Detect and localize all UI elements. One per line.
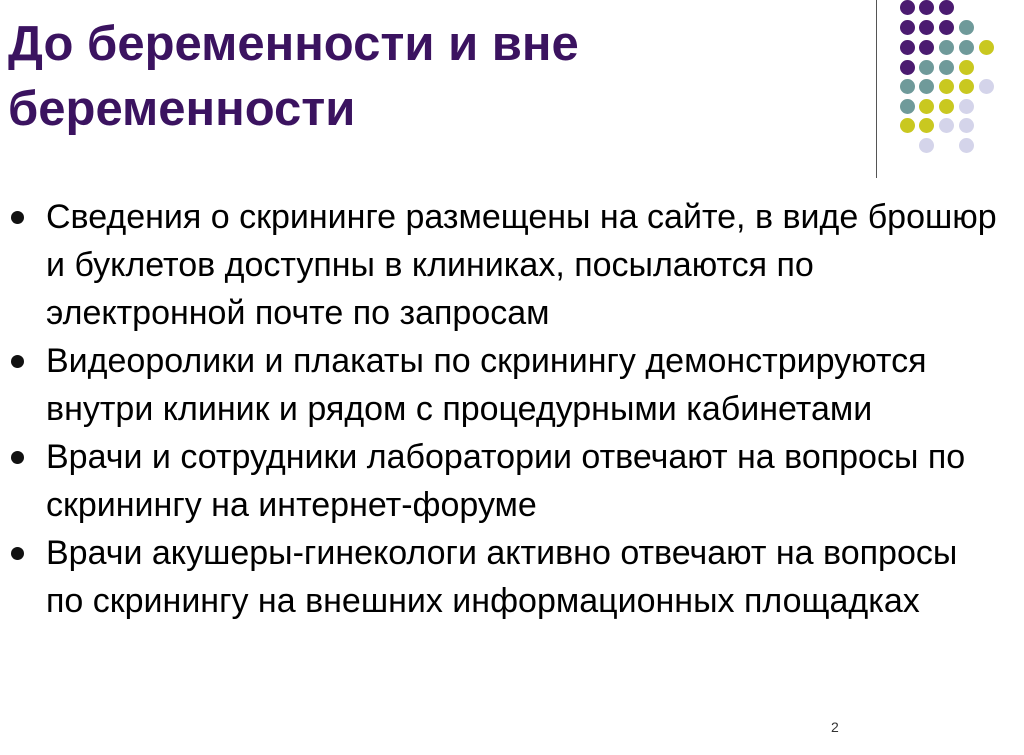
decorative-dot [959, 40, 974, 55]
decorative-dot [939, 40, 954, 55]
decorative-dot [919, 20, 934, 35]
decorative-dot [939, 99, 954, 114]
bullet-item [0, 337, 1000, 433]
decorative-dot [979, 79, 994, 94]
decorative-dot [919, 79, 934, 94]
bullet-item [0, 529, 1000, 625]
decorative-dot [939, 60, 954, 75]
decorative-dot [900, 60, 915, 75]
decorative-dot [959, 99, 974, 114]
bullet-icon [11, 451, 24, 464]
decorative-dot [900, 99, 915, 114]
bullet-icon [11, 355, 24, 368]
decorative-dot [959, 20, 974, 35]
decorative-dot [939, 0, 954, 15]
decorative-dot [939, 118, 954, 133]
decorative-dot [900, 0, 915, 15]
bullet-text: Сведения о скрининге размещены на сайте, в виде брошюр и буклетов доступны в клиниках, посылаются по электронной почте по запросам [46, 198, 997, 332]
decorative-dot [900, 20, 915, 35]
slide-title: До беременности и вне беременности [8, 17, 579, 136]
bullet-list [0, 193, 1000, 625]
bullet-text: Врачи и сотрудники лаборатории отвечают на вопросы по скринингу на интернет-форуме [46, 438, 966, 524]
decorative-dot [939, 79, 954, 94]
decorative-dot [900, 118, 915, 133]
decorative-dot [919, 138, 934, 153]
bullet-text: Видеоролики и плакаты по скринингу демонстрируются внутри клиник и рядом с процедурными кабинетами [46, 342, 927, 428]
bullet-item [0, 193, 1000, 337]
decorative-dot [959, 118, 974, 133]
decorative-dot [919, 99, 934, 114]
decorative-dot [919, 0, 934, 15]
decorative-dot [919, 60, 934, 75]
decorative-dot [919, 118, 934, 133]
decorative-dot [939, 20, 954, 35]
bullet-icon [11, 547, 24, 560]
decorative-dot [959, 60, 974, 75]
page-number: 2 [831, 719, 839, 735]
bullet-item [0, 433, 1000, 529]
decorative-dot [919, 40, 934, 55]
decorative-dot [959, 138, 974, 153]
decorative-dot-grid [0, 0, 1024, 160]
decorative-dot [959, 79, 974, 94]
bullet-text: Врачи акушеры-гинекологи активно отвечают на вопросы по скринингу на внешних информационных площадках [46, 534, 958, 620]
decorative-dot [979, 40, 994, 55]
decorative-dot [900, 40, 915, 55]
decorative-dot [900, 79, 915, 94]
bullet-icon [11, 211, 24, 224]
